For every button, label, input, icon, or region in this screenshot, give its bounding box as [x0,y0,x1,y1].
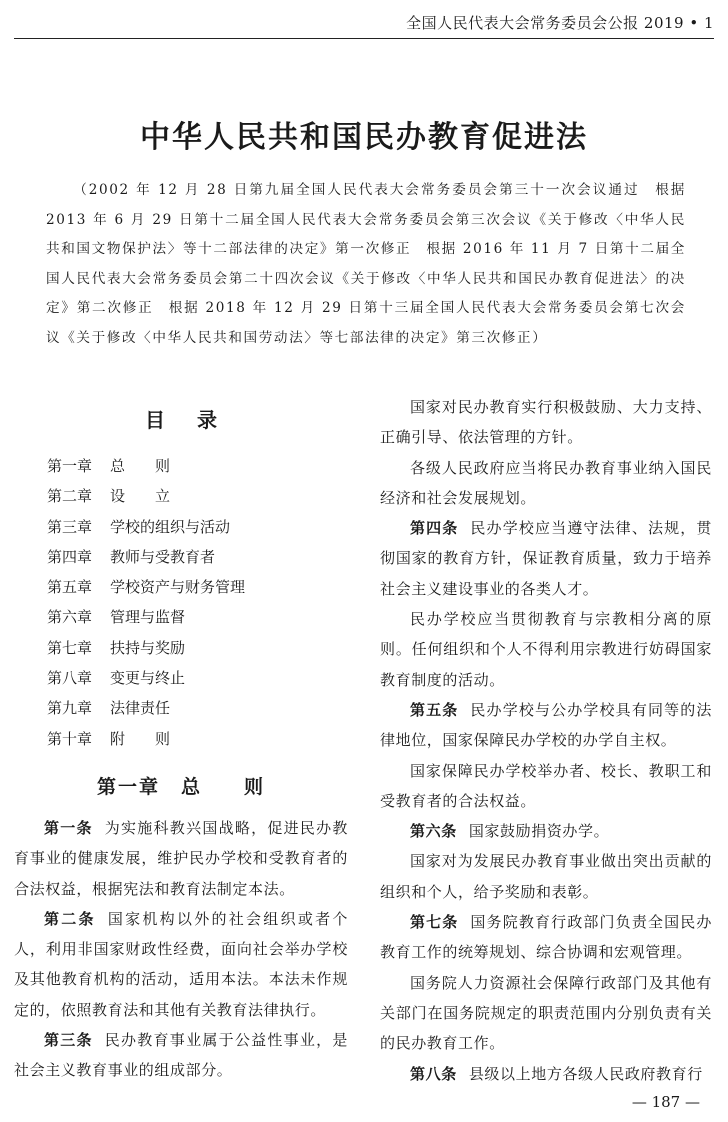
toc-chapter-number: 第七章 [47,638,93,657]
article-label: 第二条 [44,909,96,928]
article-label: 第八条 [410,1064,457,1083]
toc-item [14,724,348,754]
toc-chapter-name: 附 则 [110,729,171,748]
toc-chapter-number: 第九章 [47,699,93,718]
gazette-header-title: 全国人民代表大会常务委员会公报 2019 • 1 [406,14,714,32]
toc-chapter-name: 管理与监督 [110,608,186,627]
toc-chapter-name: 总 则 [110,457,171,475]
article-text: 民办学校与公办学校具有同等的法律地位，国家保障民办学校的办学自主权。 [380,700,712,750]
article-text: 民办学校应当遵守法律、法规，贯彻国家的教育方针，保证教育质量，致力于培养社会主义建设事业的各类人才。 [380,519,712,598]
toc-item [14,451,348,481]
page-number: — 187 — [631,1093,700,1111]
toc-item [14,663,348,693]
article-label: 第六条 [410,822,457,841]
toc-chapter-number: 第十章 [47,729,93,748]
toc-item [14,481,348,511]
article-paragraph [380,392,712,453]
article-text: 国家对为发展民办教育事业做出突出贡献的组织和个人，给予奖励和表彰。 [380,852,712,901]
article-paragraph [380,513,712,604]
article-paragraph [380,604,712,695]
article-text: 为实施科教兴国战略，促进民办教育事业的健康发展，维护民办学校和受教育者的合法权益，根据宪法和教育法制定本法。 [14,818,348,898]
toc-item [14,542,348,572]
article-text: 国务院教育行政部门负责全国民办教育工作的统筹规划、综合协调和宏观管理。 [380,913,712,962]
toc-item [14,633,348,663]
toc-chapter-number: 第八章 [47,669,93,688]
article-label: 第一条 [44,818,93,837]
toc-chapter-name: 学校资产与财务管理 [110,578,246,597]
toc-item [14,572,348,602]
toc-chapter-number: 第二章 [47,487,93,506]
toc-chapter-number: 第四章 [47,547,93,566]
toc-chapter-name: 扶持与奖励 [110,638,186,657]
article-text: 国务院人力资源社会保障行政部门及其他有关部门在国务院规定的职责范围内分别负责有关的民办教育工作。 [380,973,712,1053]
article-label: 第五条 [410,700,459,719]
article-text: 各级人民政府应当将民办教育事业纳入国民经济和社会发展规划。 [380,458,712,507]
article-label: 第七条 [410,913,459,932]
toc-item [14,512,348,542]
toc-chapter-number: 第三章 [47,517,93,536]
article-paragraph [380,695,712,756]
article-paragraph [380,756,712,817]
article-text: 国家对民办教育实行积极鼓励、大力支持、正确引导、依法管理的方针。 [380,398,712,447]
toc-chapter-number: 第六章 [47,608,93,627]
article-paragraph [14,1025,348,1086]
article-label: 第三条 [44,1031,93,1050]
article-paragraph [14,904,348,1025]
table-of-contents [14,451,348,754]
law-title: 中华人民共和国民办教育促进法 [140,120,588,155]
left-column [14,392,348,1086]
article-text: 国家鼓励捐资办学。 [468,822,610,841]
toc-chapter-name: 法律责任 [110,699,171,718]
page-header [14,8,714,39]
article-paragraph [14,813,348,904]
toc-item [14,602,348,632]
article-paragraph [380,968,712,1059]
right-column [380,392,712,1089]
article-text: 民办教育事业属于公益性事业，是社会主义教育事业的组成部分。 [14,1031,348,1080]
article-text: 国家机构以外的社会组织或者个人，利用非国家财政性经费，面向社会举办学校及其他教育机构的活动，适用本法。本法未作规定的，依照教育法和其他有关教育法律执行。 [14,909,348,1019]
toc-item [14,693,348,723]
article-text: 民办学校应当贯彻教育与宗教相分离的原则。任何组织和个人不得利用宗教进行妨碍国家教育制度的活动。 [380,610,712,689]
article-paragraph [380,907,712,968]
article-text: 县级以上地方各级人民政府教育行 [468,1064,703,1083]
toc-chapter-number: 第一章 [47,457,93,475]
article-paragraph [380,1059,712,1089]
article-text: 国家保障民办学校举办者、校长、教职工和受教育者的合法权益。 [380,761,712,810]
article-paragraph [380,816,712,846]
article-paragraph [380,846,712,907]
amendment-history: （2002 年 12 月 28 日第九届全国人民代表大会常务委员会第三十一次会议通过 根据 2013 年 6 月 29 日第十二届全国人民代表大会常务委员会第三次会议《关于修改〈中华人民共和国文物保护法〉等十二部法律的决定》第一次修正 根据 2016 年 11 月 7 日第十二届全国人民代表大会常务委员会第二十四次会议《关于修改〈中华人民共和国民办教育促进法〉的决定》第二次修正 根据 2018 年 12 月 29 日第十三届全国人民代表大会常务委员会第七次会议《关于修改〈中华人民共和国劳动法〉等七部法律的决定》第三次修正） [46,182,686,346]
article-label: 第四条 [410,519,459,538]
toc-chapter-number: 第五章 [47,578,93,597]
toc-chapter-name: 设 立 [110,487,171,506]
toc-chapter-name: 学校的组织与活动 [110,517,231,536]
toc-title: 目录 [145,408,249,432]
chapter-heading: 第一章 总 则 [96,775,265,798]
toc-chapter-name: 教师与受教育者 [110,547,216,566]
toc-chapter-name: 变更与终止 [110,669,186,688]
article-paragraph [380,453,712,514]
